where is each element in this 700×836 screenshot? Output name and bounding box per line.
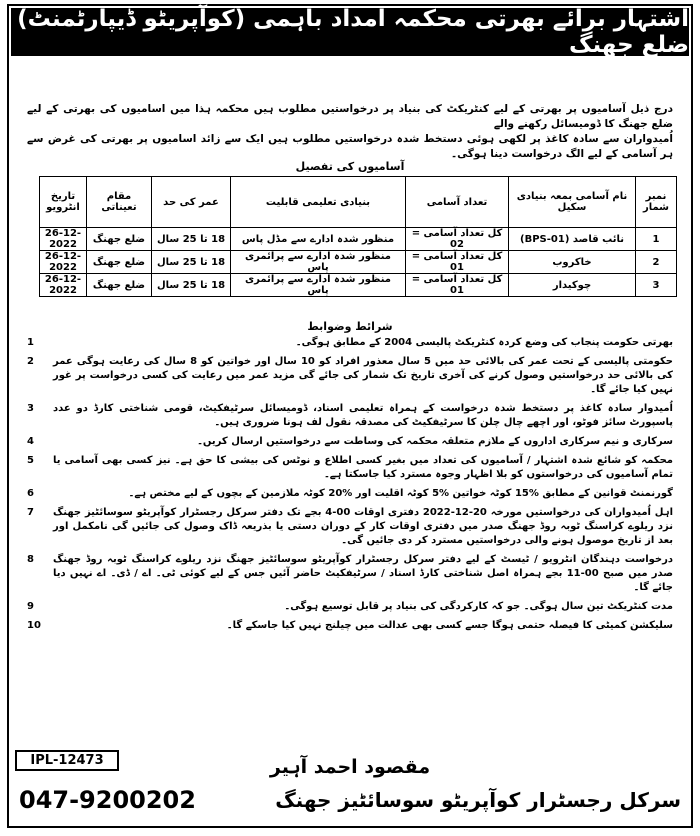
cell-post-name: خاکروب	[509, 251, 636, 274]
rule-text: سرکاری و نیم سرکاری اداروں کے ملازم متعلقہ محکمہ کی وساطت سے درخواستیں ارسال کریں۔	[197, 436, 673, 447]
rule-number: 9	[27, 601, 34, 612]
header-interview-date: تاریخ انٹرویو	[40, 177, 87, 228]
header-post-name: نام آسامی بمعہ بنیادی سکیل	[509, 177, 636, 228]
rule-text: سلیکشن کمیٹی کا فیصلہ حتمی ہوگا جسے کسی بھی عدالت میں چیلنج نہیں کیا جاسکے گا۔	[226, 620, 673, 631]
rule-text: اُمیدوار سادہ کاغذ پر دستخط شدہ درخواست کے ہمراہ تعلیمی اسناد، ڈومیسائل سرٹیفکیٹ، قومی شناختی کارڈ دو عدد پاسپورٹ سائز فوٹو، اور اچھے چال چلن کا سرٹیفکیٹ کی مصدقہ نقول لف ہونا ضروری ہیں۔	[53, 403, 673, 428]
rule-text: گورنمنٹ قوانین کے مطابق %15 کوٹہ خواتین %5 کوٹہ اقلیت اور %20 کوٹہ ملازمین کے بچوں کے لیے مختص ہے۔	[128, 488, 673, 499]
list-item	[27, 336, 673, 350]
list-item	[27, 487, 673, 501]
rule-number: 10	[27, 620, 41, 631]
header-post-count: تعداد آسامی	[406, 177, 509, 228]
page-title: اشتہار برائے بھرتی محکمہ امداد باہمی (کوآپریٹو ڈیپارٹمنٹ) ضلع جھنگ	[11, 8, 689, 56]
cell-interview-date: 26-12-2022	[40, 274, 87, 297]
rule-text: درخواست دہندگان انٹرویو / ٹیسٹ کے لیے دفتر سرکل رجسٹرار کوآپریٹو سوسائٹیز جھنگ نزد ریلوے کراسنگ ٹوبہ روڈ جھنگ صدر میں صبح 00-11 بجے ہمراہ اصل شناختی کارڈ اسناد / سرٹیفکیٹ حاضر آئیں جس کے لیے کوئی ٹی۔ اے / ڈی۔ اے نہیں دیا جائے گا۔	[53, 554, 673, 593]
intro-line: اُمیدواران سے سادہ کاغذ پر لکھی ہوئی دستخط شدہ درخواستیں مطلوب ہیں ایک سے زائد اسامیوں پر بھرتی کی غرض سے ہر آسامی کے لیے الگ درخواست دینا ہوگی۔	[27, 133, 673, 160]
list-item	[27, 619, 673, 633]
list-item	[27, 553, 673, 595]
posts-table	[39, 176, 677, 297]
office-footer	[19, 786, 681, 814]
cell-post-name: چوکیدار	[509, 274, 636, 297]
cell-post-count: کل تعداد آسامی = 01	[406, 251, 509, 274]
table-row	[40, 228, 677, 251]
table-header-row	[40, 177, 677, 228]
list-item	[27, 600, 673, 614]
cell-posting-place: ضلع جھنگ	[87, 274, 152, 297]
signatory-name: مقصود احمد آہیر	[269, 756, 431, 778]
rule-number: 6	[27, 488, 34, 499]
rule-text: حکومتی پالیسی کے تحت عمر کی بالائی حد میں 5 سال معذور افراد کو 10 سال اور خواتین کو 8 سال کی رعایت ہوگی عمر کی بالائی حد درخواستیں وصول کرنے کی آخری تاریخ تک شمار کی جائے گی مزید عمر میں رعایت کی کسی درخواست پر غور نہیں کیا جائے گا۔	[53, 356, 673, 395]
cell-age-limit: 18 تا 25 سال	[152, 251, 231, 274]
intro-text	[27, 102, 673, 162]
rule-text: مدت کنٹریکٹ تین سال ہوگی۔ جو کہ کارکردگی کی بنیاد پر قابل توسیع ہوگی۔	[284, 601, 673, 612]
ipl-number-box: IPL-12473	[15, 750, 119, 771]
list-item	[27, 355, 673, 397]
header-serial: نمبر شمار	[636, 177, 677, 228]
header-age-limit: عمر کی حد	[152, 177, 231, 228]
rule-number: 1	[27, 337, 34, 348]
cell-post-name: نائب قاصد (BPS-01)	[509, 228, 636, 251]
cell-age-limit: 18 تا 25 سال	[152, 274, 231, 297]
rule-text: اہل اُمیدواران کی درخواستیں مورخہ 20-12-2022 دفتری اوقات 00-4 بجے تک دفتر سرکل رجسٹرار کوآپریٹو سوسائٹیز جھنگ نزد ریلوے کراسنگ ٹوبہ روڈ جھنگ صدر میں دفتری اوقات کار کے دوران دستی یا بذریعہ ڈاک وصول کی جائیں گی نامکمل اور بعد از تاریخ موصول ہونے والی درخواستیں مسترد کر دی جائیں گی۔	[53, 507, 673, 546]
rule-number: 5	[27, 455, 34, 466]
list-item	[27, 454, 673, 482]
posts-heading: آسامیوں کی تفصیل	[295, 160, 405, 173]
rule-text: بھرتی حکومت پنجاب کی وضع کردہ کنٹریکٹ پالیسی 2004 کے مطابق ہوگی۔	[295, 337, 673, 348]
header-qualification: بنیادی تعلیمی قابلیت	[231, 177, 406, 228]
list-item	[27, 506, 673, 548]
rule-number: 2	[27, 356, 34, 367]
list-item	[27, 435, 673, 449]
table-row	[40, 251, 677, 274]
cell-serial: 1	[636, 228, 677, 251]
cell-post-count: کل تعداد آسامی = 02	[406, 228, 509, 251]
cell-qualification: منظور شدہ ادارے سے پرائمری پاس	[231, 274, 406, 297]
rule-text: محکمہ کو شائع شدہ اشتہار / آسامیوں کی تعداد میں بغیر کسی اطلاع و نوٹس کی بیشی کا حق ہے۔ نیز کسی بھی آسامی یا تمام آسامیوں کی درخواستوں کو بلا اظہار وجوہ مسترد کیا جاسکتا ہے۔	[53, 455, 673, 480]
cell-interview-date: 26-12-2022	[40, 251, 87, 274]
header-posting-place: مقام تعیناتی	[87, 177, 152, 228]
phone-number: 047-9200202	[19, 786, 196, 814]
cell-posting-place: ضلع جھنگ	[87, 251, 152, 274]
rules-heading: شرائط وضوابط	[307, 320, 393, 333]
rule-number: 7	[27, 507, 34, 518]
cell-post-count: کل تعداد آسامی = 01	[406, 274, 509, 297]
cell-serial: 3	[636, 274, 677, 297]
cell-qualification: منظور شدہ ادارے سے مڈل پاس	[231, 228, 406, 251]
cell-qualification: منظور شدہ ادارے سے پرائمری پاس	[231, 251, 406, 274]
office-name: سرکل رجسٹرار کوآپریٹو سوسائٹیز جھنگ	[275, 788, 681, 812]
rule-number: 8	[27, 554, 34, 565]
cell-posting-place: ضلع جھنگ	[87, 228, 152, 251]
rule-number: 3	[27, 403, 34, 414]
advertisement	[7, 4, 693, 828]
cell-age-limit: 18 تا 25 سال	[152, 228, 231, 251]
list-item	[27, 402, 673, 430]
cell-serial: 2	[636, 251, 677, 274]
intro-line: درج ذیل آسامیوں پر بھرتی کے لیے کنٹریکٹ کی بنیاد پر درخواستیں مطلوب ہیں محکمہ ہذا میں اسامیوں کی بھرتی کے لیے ضلع جھنگ کا ڈومیسائل رکھنے والے	[27, 103, 673, 130]
table-row	[40, 274, 677, 297]
cell-interview-date: 26-12-2022	[40, 228, 87, 251]
rules-list	[27, 336, 673, 638]
rule-number: 4	[27, 436, 34, 447]
